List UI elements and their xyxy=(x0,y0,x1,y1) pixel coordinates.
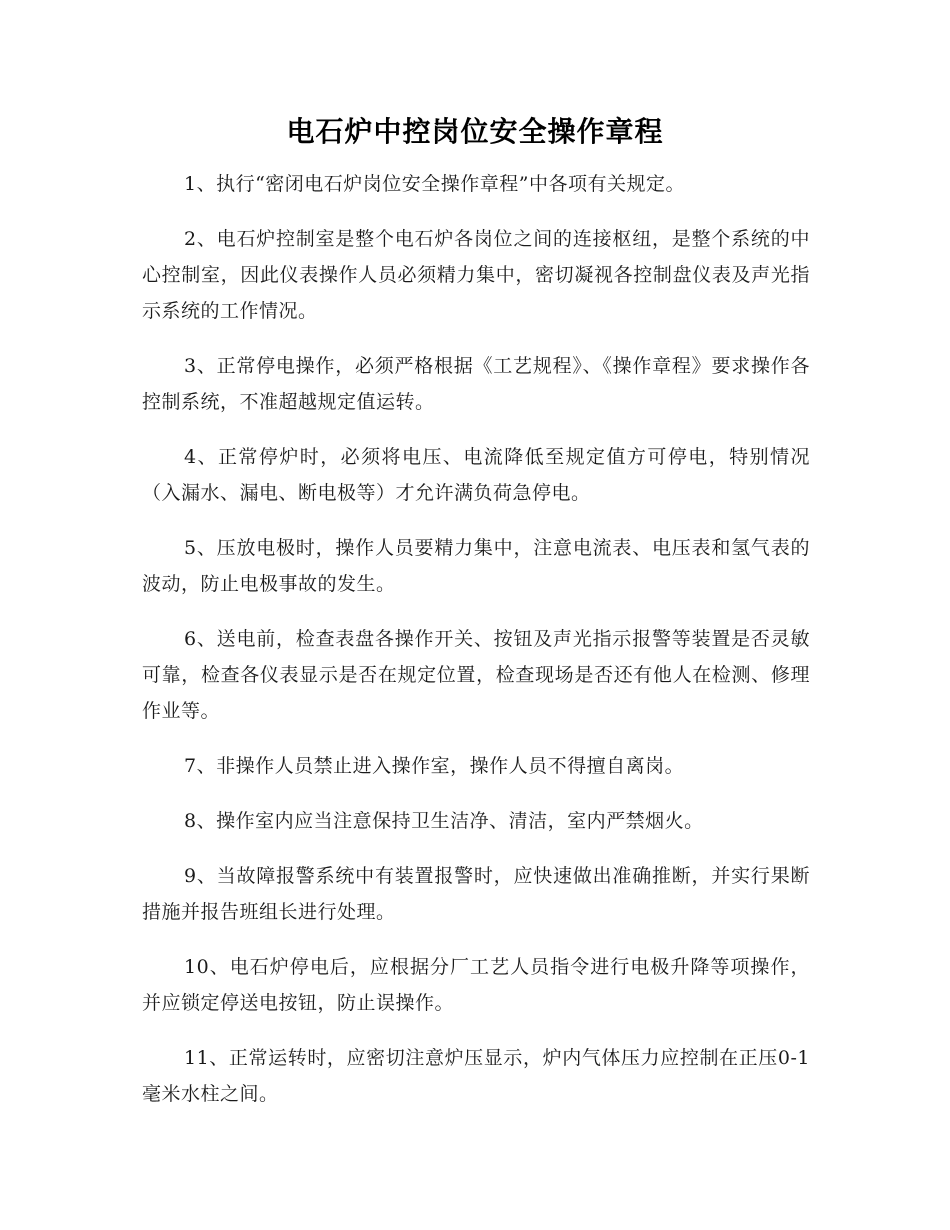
document-body xyxy=(142,166,810,1131)
paragraph-8: 8、操作室内应当注意保持卫生洁净、清洁，室内严禁烟火。 xyxy=(184,810,704,832)
paragraph-10: 10、电石炉停电后，应根据分厂工艺人员指令进行电极升降等项操作，并应锁定停送电按钮，防止误操作。 xyxy=(142,956,810,1014)
paragraph-5: 5、压放电极时，操作人员要精力集中，注意电流表、电压表和氢气表的波动，防止电极事故的发生。 xyxy=(142,537,810,595)
paragraph-3: 3、正常停电操作，必须严格根据《工艺规程》、《操作章程》要求操作各控制系统，不准超越规定值运转。 xyxy=(142,355,810,413)
paragraph-6: 6、送电前，检查表盘各操作开关、按钮及声光指示报警等装置是否灵敏可靠，检查各仪表显示是否在规定位置，检查现场是否还有他人在检测、修理作业等。 xyxy=(142,628,810,722)
paragraph-9: 9、当故障报警系统中有装置报警时，应快速做出准确推断，并实行果断措施并报告班组长进行处理。 xyxy=(142,865,810,923)
paragraph-2: 2、电石炉控制室是整个电石炉各岗位之间的连接枢纽，是整个系统的中心控制室，因此仪表操作人员必须精力集中，密切凝视各控制盘仪表及声光指示系统的工作情况。 xyxy=(142,228,810,322)
paragraph-7: 7、非操作人员禁止进入操作室，操作人员不得擅自离岗。 xyxy=(184,755,685,777)
document-title: 电石炉中控岗位安全操作章程 xyxy=(286,115,664,148)
paragraph-4: 4、正常停炉时，必须将电压、电流降低至规定值方可停电，特别情况（入漏水、漏电、断电极等）才允许满负荷急停电。 xyxy=(142,446,810,504)
paragraph-1: 1、执行“密闭电石炉岗位安全操作章程”中各项有关规定。 xyxy=(184,173,686,195)
paragraph-11: 11、正常运转时，应密切注意炉压显示，炉内气体压力应控制在正压0-1毫米水柱之间。 xyxy=(142,1047,810,1105)
